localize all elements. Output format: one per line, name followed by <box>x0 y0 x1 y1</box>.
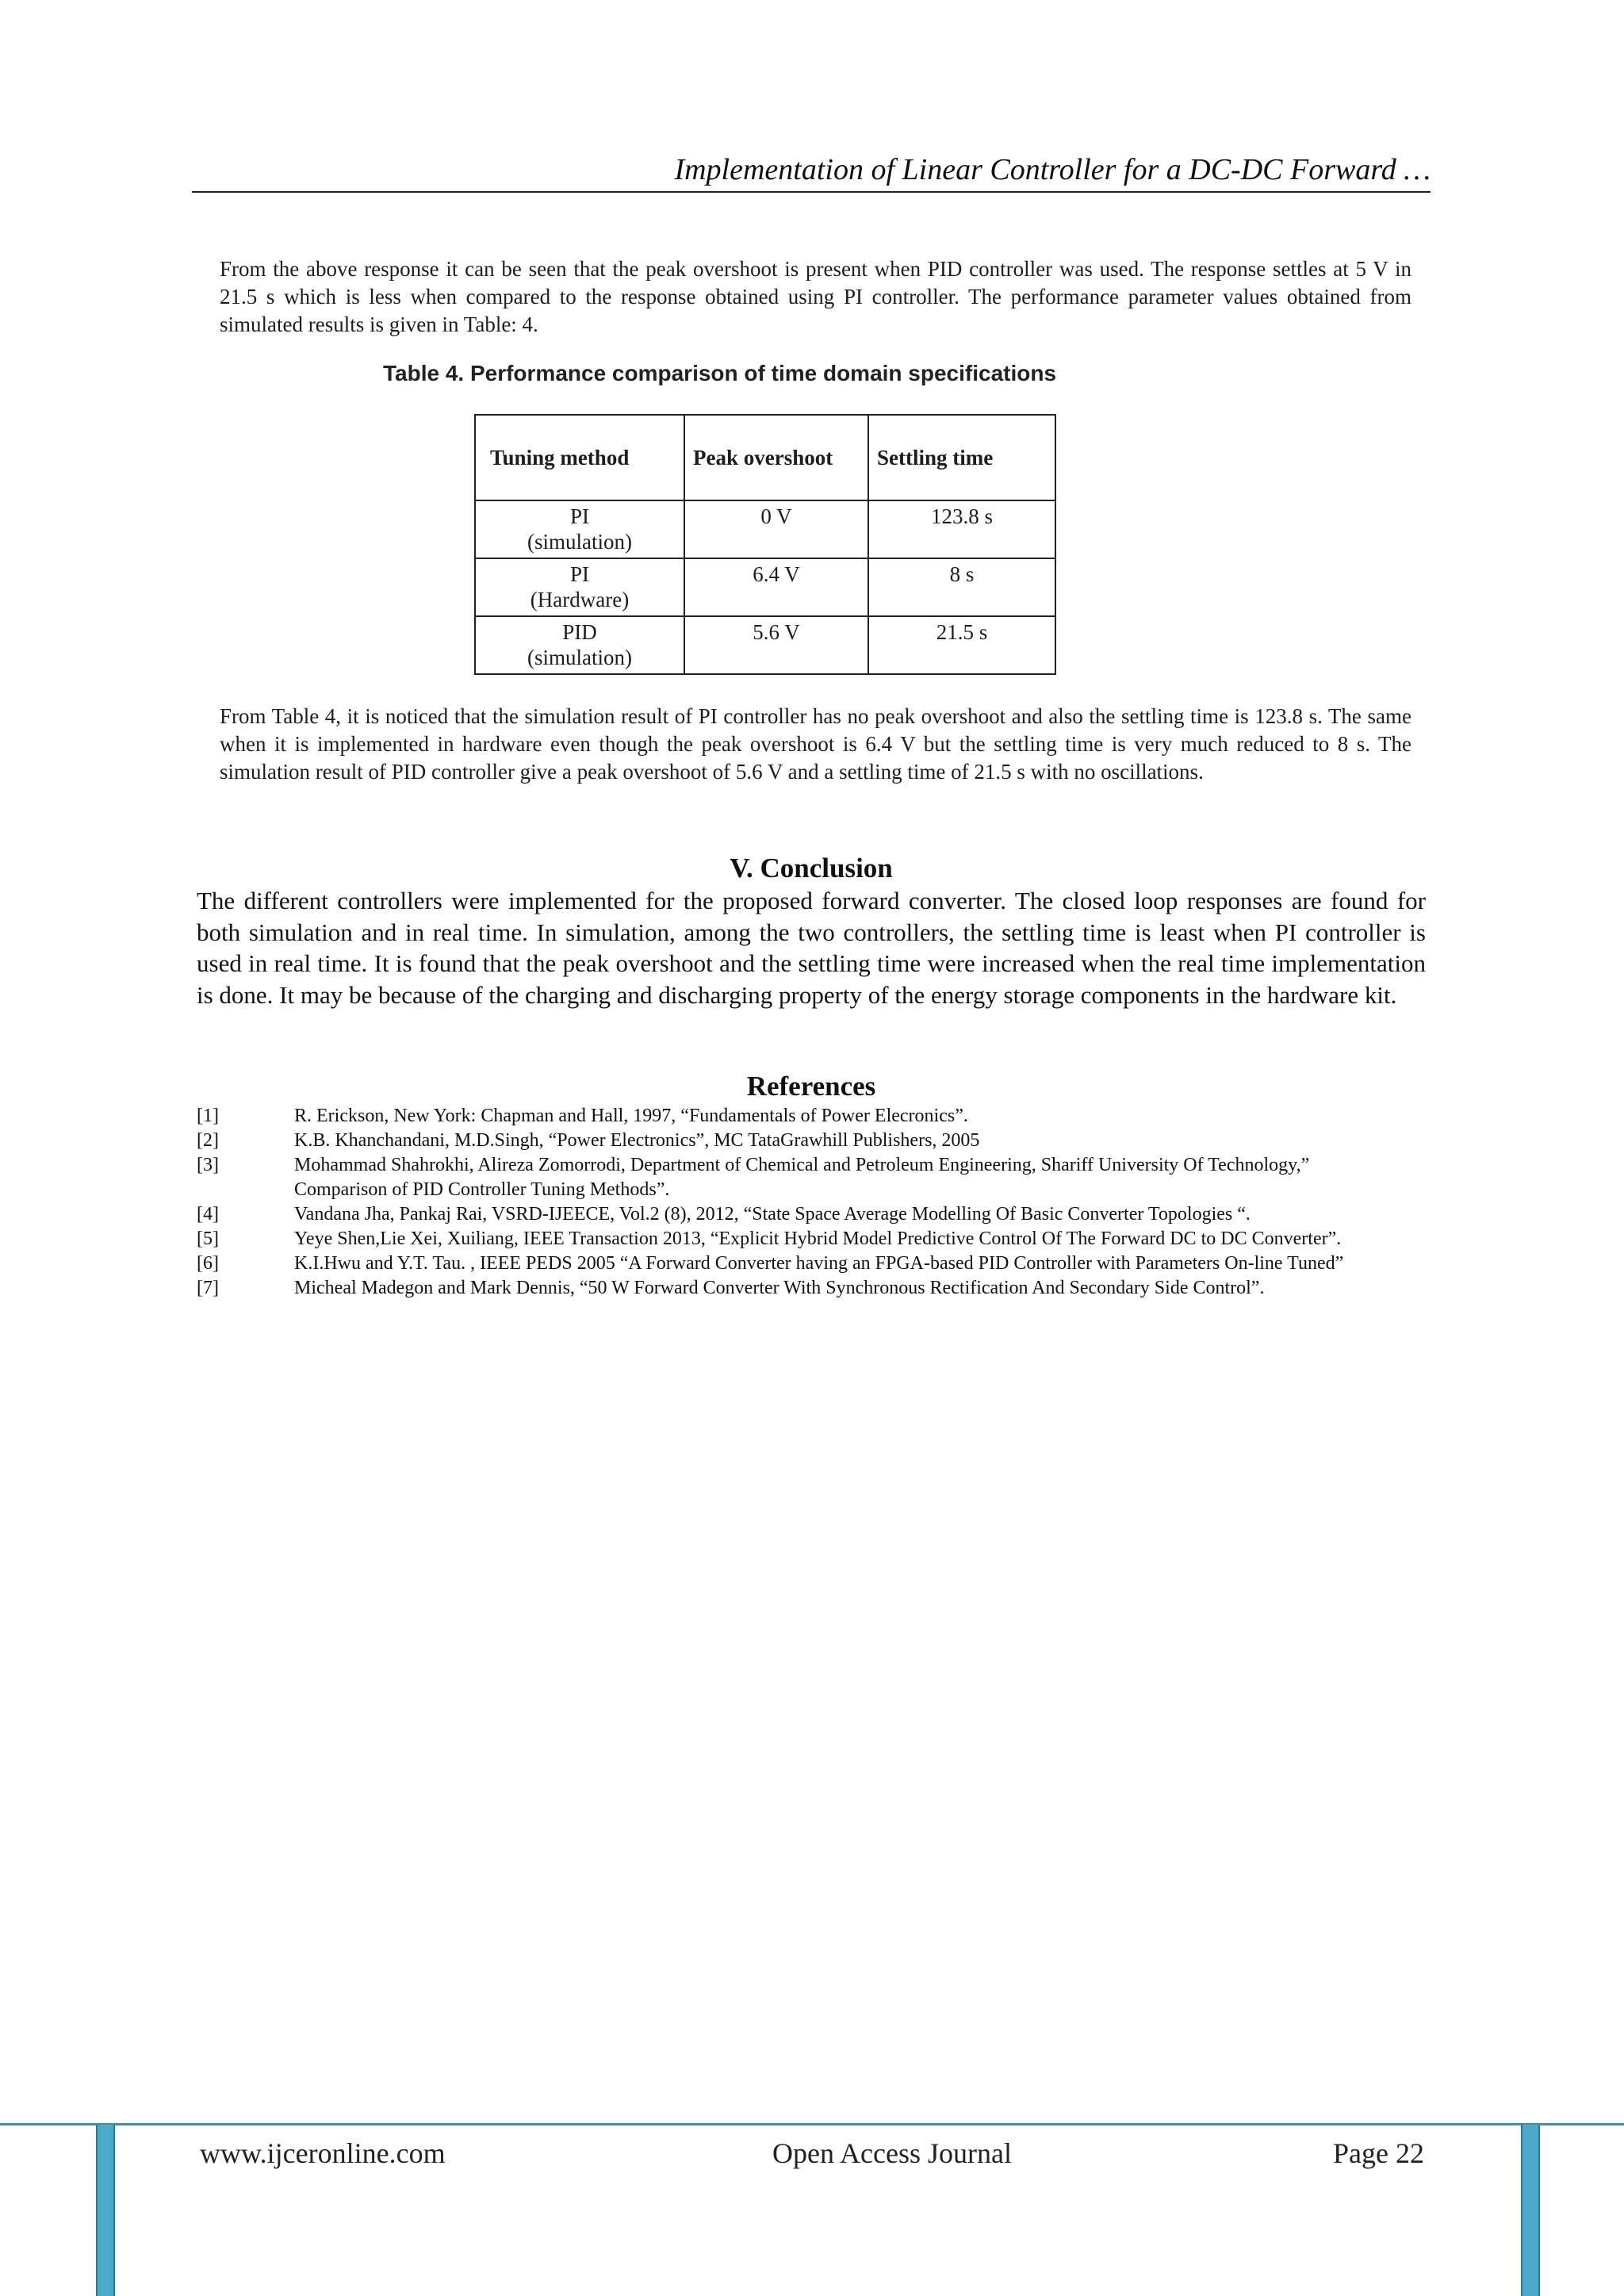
reference-number: [4] <box>197 1204 219 1225</box>
reference-item <box>197 1251 1426 1276</box>
cell-peak: 5.6 V <box>684 616 868 674</box>
reference-number: [1] <box>197 1106 219 1126</box>
footer-bar-left <box>96 2125 115 2296</box>
reference-item <box>197 1104 1426 1129</box>
cell-method: PI (Hardware) <box>475 558 684 616</box>
conclusion-heading: V. Conclusion <box>730 853 893 884</box>
footer-rule <box>0 2123 1624 2125</box>
reference-item <box>197 1129 1426 1153</box>
reference-text: K.I.Hwu and Y.T. Tau. , IEEE PEDS 2005 “A Forward Converter having an FPGA-based PID Controller with Parameters On-line Tuned” <box>294 1253 1344 1274</box>
reference-text: Yeye Shen,Lie Xei, Xuiliang, IEEE Transaction 2013, “Explicit Hybrid Model Predictive Control Of The Forward DC to DC Converter”. <box>294 1228 1342 1249</box>
header-peak-overshoot: Peak overshoot <box>684 415 868 500</box>
cell-settling: 123.8 s <box>868 500 1055 558</box>
running-title: Implementation of Linear Controller for a DC-DC Forward … <box>674 153 1431 186</box>
footer-website: www.ijceronline.com <box>200 2137 446 2169</box>
reference-item <box>197 1153 1426 1202</box>
references-heading: References <box>746 1071 876 1102</box>
reference-number: [7] <box>197 1278 219 1298</box>
intro-paragraph: From the above response it can be seen that the peak overshoot is present when PID controller was used. The response settles at 5 V in 21.5 s which is less when compared to the response obtained using PI controller. The performance parameter values obtained from simulated results is given in Table: 4. <box>220 257 1411 336</box>
reference-text: R. Erickson, New York: Chapman and Hall, 1997, “Fundamentals of Power Elecronics”. <box>294 1106 968 1126</box>
cell-method: PID (simulation) <box>475 616 684 674</box>
reference-item <box>197 1276 1426 1301</box>
reference-number: [5] <box>197 1228 219 1249</box>
table-header-row <box>475 415 1055 500</box>
conclusion-paragraph: The different controllers were implemented for the proposed forward converter. The closed loop responses are found for both simulation and in real time. In simulation, among the two controllers, the settling time is least when PI controller is used in real time. It is found that the peak overshoot and the settling time were increased when the real time implementation is done. It may be because of the charging and discharging property of the energy storage components in the hardware kit. <box>197 887 1426 1009</box>
reference-text: K.B. Khanchandani, M.D.Singh, “Power Electronics”, MC TataGrawhill Publishers, 2005 <box>294 1130 980 1151</box>
reference-text: Vandana Jha, Pankaj Rai, VSRD-IJEECE, Vol.2 (8), 2012, “State Space Average Modelling Of Basic Converter Topologies “. <box>294 1204 1251 1225</box>
reference-number: [3] <box>197 1155 219 1175</box>
footer-bar-right <box>1521 2125 1540 2296</box>
reference-list <box>197 1104 1426 1301</box>
footer-page-number: Page 22 <box>1333 2137 1424 2169</box>
table-row <box>475 558 1055 616</box>
performance-table <box>474 414 1056 675</box>
footer-journal: Open Access Journal <box>772 2137 1012 2169</box>
cell-settling: 21.5 s <box>868 616 1055 674</box>
reference-number: [2] <box>197 1130 219 1151</box>
table-row <box>475 616 1055 674</box>
header-tuning-method: Tuning method <box>475 415 684 500</box>
table-discussion-paragraph: From Table 4, it is noticed that the simulation result of PI controller has no peak overshoot and also the settling time is 123.8 s. The same when it is implemented in hardware even though the peak overshoot is 6.4 V but the settling time is very much reduced to 8 s. The simulation result of PID controller give a peak overshoot of 5.6 V and a settling time of 21.5 s with no oscillations. <box>220 704 1411 784</box>
cell-peak: 6.4 V <box>684 558 868 616</box>
header-rule <box>192 191 1431 193</box>
table-caption: Table 4. Performance comparison of time domain specifications <box>383 361 1057 385</box>
header-settling-time: Settling time <box>868 415 1055 500</box>
reference-text: Mohammad Shahrokhi, Alireza Zomorrodi, Department of Chemical and Petroleum Engineering, Shariff University Of Technology,” Comparison of PID Controller Tuning Methods”. <box>294 1155 1310 1200</box>
reference-item <box>197 1202 1426 1227</box>
table-row <box>475 500 1055 558</box>
cell-peak: 0 V <box>684 500 868 558</box>
reference-number: [6] <box>197 1253 219 1274</box>
cell-method: PI (simulation) <box>475 500 684 558</box>
reference-text: Micheal Madegon and Mark Dennis, “50 W Forward Converter With Synchronous Rectification And Secondary Side Control”. <box>294 1278 1265 1298</box>
cell-settling: 8 s <box>868 558 1055 616</box>
reference-item <box>197 1227 1426 1251</box>
